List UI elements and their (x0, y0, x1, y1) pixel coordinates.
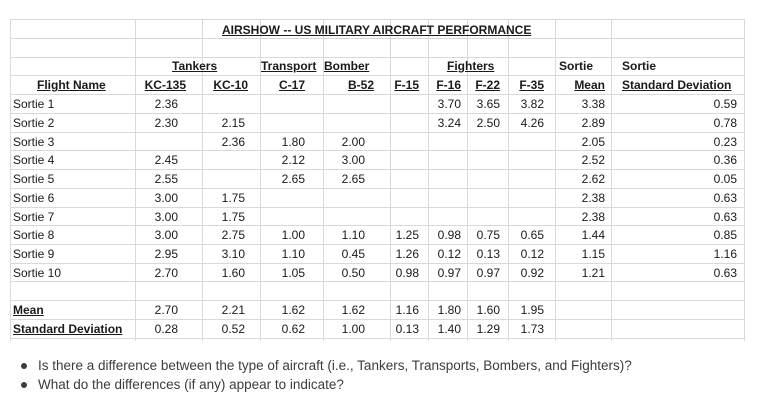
table-cell: 4.26 (520, 116, 544, 130)
column-header: Mean (574, 78, 605, 92)
row-label: Sortie 1 (13, 97, 55, 111)
grid-row-line (10, 19, 744, 20)
column-header: KC-135 (144, 78, 186, 92)
grid-column-line (10, 19, 11, 341)
row-label: Sortie 8 (13, 228, 55, 242)
spreadsheet-table (10, 19, 744, 341)
table-cell: 0.45 (341, 247, 365, 261)
grid-column-line (428, 19, 429, 341)
summary-cell: 2.70 (154, 303, 178, 317)
table-cell: 3.00 (154, 228, 178, 242)
table-cell: 3.00 (154, 210, 178, 224)
table-cell: 2.12 (281, 153, 305, 167)
row-label: Sortie 10 (13, 266, 62, 280)
table-cell: 0.97 (476, 266, 500, 280)
row-label: Sortie 5 (13, 172, 55, 186)
table-cell: 0.78 (713, 116, 737, 130)
summary-cell: 0.62 (281, 322, 305, 336)
summary-cell: 1.62 (281, 303, 305, 317)
table-cell: 0.63 (713, 266, 737, 280)
group-header-transport: Transport (261, 59, 317, 73)
grid-row-line (10, 150, 744, 151)
table-cell: 1.60 (221, 266, 245, 280)
table-cell: 2.89 (581, 116, 605, 130)
grid-row-line (10, 75, 744, 76)
table-cell: 0.23 (713, 135, 737, 149)
table-cell: 0.85 (713, 228, 737, 242)
table-cell: 0.97 (437, 266, 461, 280)
table-cell: 1.26 (395, 247, 419, 261)
table-cell: 2.50 (476, 116, 500, 130)
table-cell: 3.00 (154, 191, 178, 205)
summary-label: Mean (13, 303, 44, 317)
table-cell: 0.98 (395, 266, 419, 280)
row-label: Sortie 6 (13, 191, 55, 205)
table-cell: 2.55 (154, 172, 178, 186)
table-cell: 2.45 (154, 153, 178, 167)
summary-cell: 1.16 (395, 303, 419, 317)
summary-cell: 2.21 (221, 303, 245, 317)
grid-row-line (10, 263, 744, 264)
table-cell: 0.13 (476, 247, 500, 261)
table-cell: 3.00 (341, 153, 365, 167)
grid-column-line (744, 19, 745, 341)
grid-row-line (10, 300, 744, 301)
table-cell: 2.62 (581, 172, 605, 186)
table-cell: 2.36 (154, 97, 178, 111)
table-cell: 0.65 (520, 228, 544, 242)
table-cell: 1.10 (281, 247, 305, 261)
column-header: F-16 (436, 78, 461, 92)
grid-row-line (10, 188, 744, 189)
table-cell: 1.75 (221, 210, 245, 224)
grid-row-line (10, 169, 744, 170)
grid-row-line (10, 132, 744, 133)
table-cell: 0.50 (341, 266, 365, 280)
group-header-fighters: Fighters (447, 59, 495, 73)
table-cell: 0.75 (476, 228, 500, 242)
table-cell: 2.00 (341, 135, 365, 149)
grid-column-line (390, 19, 391, 341)
grid-row-line (10, 38, 744, 39)
table-cell: 1.00 (281, 228, 305, 242)
table-cell: 3.82 (520, 97, 544, 111)
table-cell: 1.21 (581, 266, 605, 280)
table-cell: 2.15 (221, 116, 245, 130)
grid-row-line (10, 113, 744, 114)
table-cell: 2.70 (154, 266, 178, 280)
grid-row-line (10, 244, 744, 245)
summary-cell: 1.29 (476, 322, 500, 336)
table-cell: 1.80 (281, 135, 305, 149)
summary-cell: 0.52 (221, 322, 245, 336)
question-list (20, 356, 632, 394)
table-cell: 1.15 (581, 247, 605, 261)
column-header: Flight Name (37, 78, 106, 92)
group-header-sortie-sd: Sortie (622, 59, 657, 73)
grid-row-line (10, 207, 744, 208)
table-cell: 0.63 (713, 191, 737, 205)
table-cell: 0.36 (713, 153, 737, 167)
table-cell: 2.52 (581, 153, 605, 167)
table-cell: 2.65 (341, 172, 365, 186)
row-label: Sortie 3 (13, 135, 55, 149)
column-header: Standard Deviation (622, 78, 732, 92)
table-cell: 2.95 (154, 247, 178, 261)
grid-row-line (10, 338, 744, 339)
table-cell: 2.75 (221, 228, 245, 242)
table-cell: 3.70 (437, 97, 461, 111)
group-header-tankers: Tankers (172, 59, 218, 73)
table-cell: 3.38 (581, 97, 605, 111)
table-cell: 0.98 (437, 228, 461, 242)
group-header-sortie-mean: Sortie (559, 59, 594, 73)
column-header: KC-10 (213, 78, 248, 92)
table-cell: 0.59 (713, 97, 737, 111)
summary-cell: 0.13 (395, 322, 419, 336)
grid-row-line (10, 281, 744, 282)
summary-cell: 1.80 (437, 303, 461, 317)
table-cell: 3.65 (476, 97, 500, 111)
column-header: F-35 (519, 78, 544, 92)
table-cell: 1.25 (395, 228, 419, 242)
column-header: F-15 (394, 78, 419, 92)
table-cell: 2.65 (281, 172, 305, 186)
table-cell: 2.30 (154, 116, 178, 130)
question-item: What do the differences (if any) appear to indicate? (20, 375, 632, 394)
column-header: B-52 (347, 78, 374, 92)
summary-cell: 0.28 (154, 322, 178, 336)
table-cell: 0.12 (520, 247, 544, 261)
summary-cell: 1.60 (476, 303, 500, 317)
table-cell: 3.24 (437, 116, 461, 130)
summary-cell: 1.73 (520, 322, 544, 336)
table-cell: 2.38 (581, 210, 605, 224)
row-label: Sortie 4 (13, 153, 55, 167)
table-cell: 0.63 (713, 210, 737, 224)
table-cell: 1.10 (341, 228, 365, 242)
table-cell: 0.05 (713, 172, 737, 186)
grid-column-line (611, 19, 612, 341)
table-cell: 1.16 (713, 247, 737, 261)
grid-column-line (508, 19, 509, 341)
column-header: C-17 (278, 78, 305, 92)
table-cell: 1.05 (281, 266, 305, 280)
table-cell: 0.12 (437, 247, 461, 261)
table-cell: 0.92 (520, 266, 544, 280)
summary-cell: 1.00 (341, 322, 365, 336)
column-header: F-22 (475, 78, 500, 92)
grid-row-line (10, 319, 744, 320)
row-label: Sortie 2 (13, 116, 55, 130)
row-label: Sortie 9 (13, 247, 55, 261)
summary-cell: 1.95 (520, 303, 544, 317)
question-item: Is there a difference between the type of aircraft (i.e., Tankers, Transports, Bombers, and Fighters)? (20, 356, 632, 375)
table-cell: 2.38 (581, 191, 605, 205)
grid-row-line (10, 225, 744, 226)
summary-cell: 1.62 (341, 303, 365, 317)
grid-row-line (10, 57, 744, 58)
table-cell: 2.05 (581, 135, 605, 149)
group-header-bomber: Bomber (324, 59, 370, 73)
table-cell: 2.36 (221, 135, 245, 149)
row-label: Sortie 7 (13, 210, 55, 224)
grid-row-line (10, 94, 744, 95)
summary-label: Standard Deviation (13, 322, 123, 336)
table-cell: 3.10 (221, 247, 245, 261)
summary-cell: 1.40 (437, 322, 461, 336)
table-title: AIRSHOW -- US MILITARY AIRCRAFT PERFORMANCE (222, 23, 532, 37)
table-cell: 1.44 (581, 228, 605, 242)
table-cell: 1.75 (221, 191, 245, 205)
